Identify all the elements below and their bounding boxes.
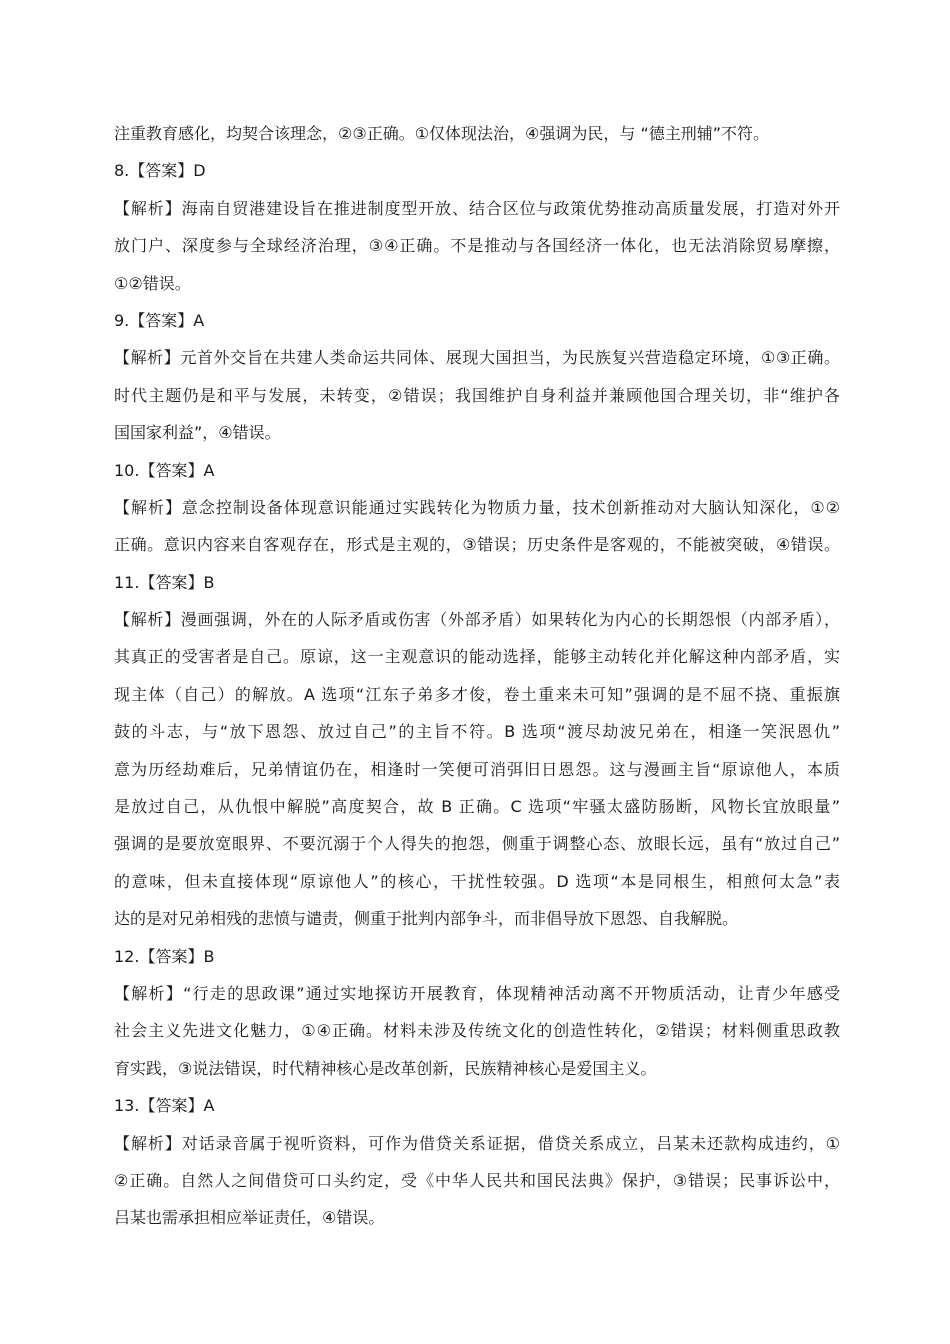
- analysis-9-line-2: 时代主题仍是和平与发展，未转变，②错误；我国维护自身利益并兼顾他国合理关切，非“维护各: [114, 385, 840, 405]
- answer-12: 12.【答案】B: [114, 946, 215, 966]
- intro-line: 注重教育感化，均契合该理念，②③正确。①仅体现法治，④强调为民，与 “德主刑辅”不符。: [114, 124, 770, 143]
- analysis-12-line-1: 【解析】“行走的思政课”通过实地探访开展教育，体现精神活动离不开物质活动，让青少年感受: [114, 983, 840, 1003]
- analysis-9-line-1: 【解析】元首外交旨在共建人类命运共同体、展现大国担当，为民族复兴营造稳定环境，①③正确。: [114, 348, 840, 368]
- analysis-11-line-1: 【解析】漫画强调，外在的人际矛盾或伤害（外部矛盾）如果转化为内心的长期怨恨（内部矛盾），: [114, 610, 840, 630]
- answer-8: 8.【答案】D: [114, 161, 206, 181]
- analysis-10-line-2: 正确。意识内容来自客观存在，形式是主观的，③错误；历史条件是客观的，不能被突破，④错误。: [114, 535, 840, 555]
- analysis-13-line-2: ②正确。自然人之间借贷可口头约定，受《中华人民共和国民法典》保护，③错误；民事诉讼中，: [114, 1170, 840, 1190]
- answer-9: 9.【答案】A: [114, 310, 205, 330]
- analysis-11-line-2: 其真正的受害者是自己。原谅，这一主观意识的能动选择，能够主动转化并化解这种内部矛盾，实: [114, 647, 840, 667]
- analysis-11-line-7: 强调的是要放宽眼界、不要沉溺于个人得失的抱怨，侧重于调整心态、放眼长远，虽有“放过自己”: [114, 834, 840, 854]
- analysis-8-line-1: 【解析】海南自贸港建设旨在推进制度型开放、结合区位与政策优势推动高质量发展，打造对外开: [114, 198, 840, 218]
- answer-13: 13.【答案】A: [114, 1096, 215, 1116]
- analysis-11-line-6: 是放过自己，从仇恨中解脱”高度契合，故 B 正确。C 选项“牢骚太盛防肠断，风物长宜放眼量”: [114, 797, 840, 817]
- analysis-12-line-2: 社会主义先进文化魅力，①④正确。材料未涉及传统文化的创造性转化，②错误；材料侧重思政教: [114, 1021, 840, 1041]
- analysis-8-line-2: 放门户、深度参与全球经济治理，③④正确。不是推动与各国经济一体化，也无法消除贸易摩擦，: [114, 236, 840, 256]
- analysis-13-line-3: 吕某也需承担相应举证责任，④错误。: [114, 1208, 385, 1228]
- analysis-11-line-8: 的意味，但未直接体现“原谅他人”的核心，干扰性较强。D 选项“本是同根生，相煎何太急”表: [114, 871, 840, 891]
- answer-10: 10.【答案】A: [114, 460, 215, 480]
- analysis-12-line-3: 育实践，③说法错误，时代精神核心是改革创新，民族精神核心是爱国主义。: [114, 1058, 657, 1078]
- analysis-9-line-3: 国国家利益”，④错误。: [114, 423, 281, 443]
- analysis-8-line-3: ①②错误。: [114, 273, 191, 293]
- analysis-10-line-1: 【解析】意念控制设备体现意识能通过实践转化为物质力量，技术创新推动对大脑认知深化，①②: [114, 497, 840, 517]
- analysis-11-line-4: 鼓的斗志，与“放下恩怨、放过自己”的主旨不符。B 选项“渡尽劫波兄弟在，相逢一笑泯恩仇”: [114, 722, 840, 742]
- analysis-11-line-3: 现主体（自己）的解放。A 选项“江东子弟多才俊，卷土重来未可知”强调的是不屈不挠、重振旗: [114, 684, 840, 704]
- analysis-11-line-5: 意为历经劫难后，兄弟情谊仍在，相逢时一笑便可消弭旧日恩怨。这与漫画主旨“原谅他人，本质: [114, 759, 840, 779]
- analysis-13-line-1: 【解析】对话录音属于视听资料，可作为借贷关系证据，借贷关系成立，吕某未还款构成违约，①: [114, 1133, 840, 1153]
- answer-11: 11.【答案】B: [114, 572, 215, 592]
- analysis-11-line-9: 达的是对兄弟相残的悲愤与谴责，侧重于批判内部争斗，而非倡导放下恩怨、自我解脱。: [114, 909, 739, 929]
